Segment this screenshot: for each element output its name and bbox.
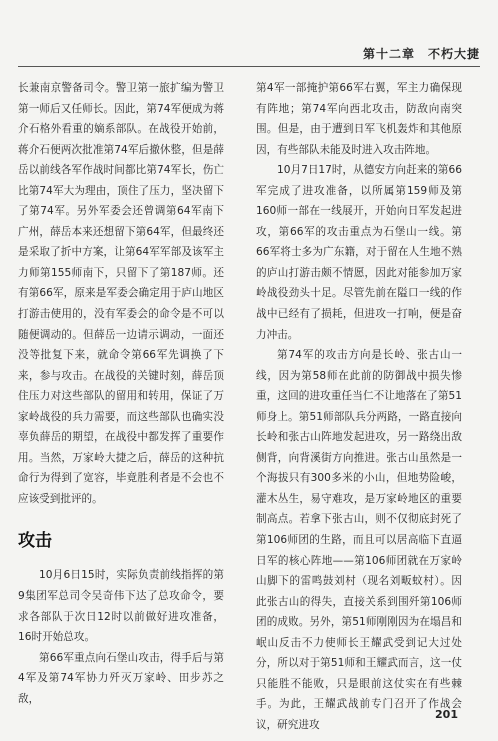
section-heading: 攻击 [18,531,52,552]
paragraph: 长兼南京警备司令。警卫第一旅扩编为警卫第一师后又任师长。因此，第74军便成为蒋介石格外看重的嫡系部队。在战役开始前，蒋介石便两次批准第74军后撤休整，但是薛岳以前线各军作战时间都比第74军长，伤亡比第74军大为理由，顶住了压力，坚决留下了第74军。另外军委会还曾调第64军南下广州，薛岳本来还想留下第64军，但最终还是采取了折中方案，让第64军军部及该军主力师第155师南下，只留下了第187师。还有第66军，原来是军委会确定用于庐山地区打游击使用的，没有军委会的命令是不可以随便调动的。但薛岳一边请示调动，一面还没等批复下来，就命令第66军先调换了下来，参与攻击。在战役的关键时刻，薛岳顶住压力对这些部队的留用和转用，保证了万家岭战役的兵力需要，而这些部队也确实没辜负薛岳的期望，在战役中都发挥了重要作用。当然，万家岭大捷之后，薛岳的这种抗命行为得到了宽容，毕竟胜利者是不会也不应该受到批评的。 [18,82,224,505]
paragraph: 第74军的攻击方向是长岭、张古山一线，因为第58师在此前的防御战中损失惨重，这回的进攻重任当仁不让地落在了第51师身上。第51师部队兵分两路，一路直接向长岭和张古山阵地发起进攻，另一路绕出敌侧背，向背溪街方向推进。张古山虽然是一个海拔只有300多米的小山，但地势险峻，灌木丛生，易守难攻，是万家岭地区的重要制高点。若拿下张古山，则不仅彻底封死了第106师团的生路，而且可以居高临下直逼日军的核心阵地——第106师团就在万家岭山脚下的雷鸣鼓刘村（现名刘畈蚊村）。因此张古山的得失，直接关系到围歼第106师团的成败。另外，第51师刚刚因为在塌昌和岷山反击不力使师长王耀武受到记大过处分，所以对于第51师和王耀武而言，这一仗只能胜不能败，只是眼前这仗实在有些棘手。为此，王耀武战前专门召开了作战会议，研究进攻 [256,349,462,731]
right-text-column [256,78,462,736]
left-text-column [18,78,224,709]
paragraph: 第66军重点向石堡山攻击，得手后与第4军及第74军协力歼灭万家岭、田步苏之敌， [18,651,224,705]
paragraph: 10月6日15时，实际负责前线指挥的第9集团军总司令吴奇伟下达了总攻命令，要求各部队于次日12时以前做好进攻准备，16时开始总攻。 [18,569,224,644]
chapter-title: 第十二章 不朽大捷 [362,47,480,61]
paragraph: 10月7日17时，从德安方向赶来的第66军完成了进攻准备，以所属第159师及第160师一部在一线展开，开始向日军发起进攻，第66军的攻击重点为石堡山一线。第66军将士多为广东籍，对于留在人生地不熟的庐山打游击颇不情愿，因此对能参加万家岭战役劲头十足。尽管先前在隘口一线的作战中已经有了损耗，但进攻一打响，便是奋力冲击。 [256,164,462,341]
running-header [18,42,480,67]
page-number: 201 [435,708,458,721]
paragraph: 第4军一部掩护第66军右翼，军主力确保现有阵地；第74军向西北攻击，防敌向南突围。但是，由于遭到日军飞机轰炸和其他原因，有些部队未能及时进入攻击阵地。 [256,82,462,156]
